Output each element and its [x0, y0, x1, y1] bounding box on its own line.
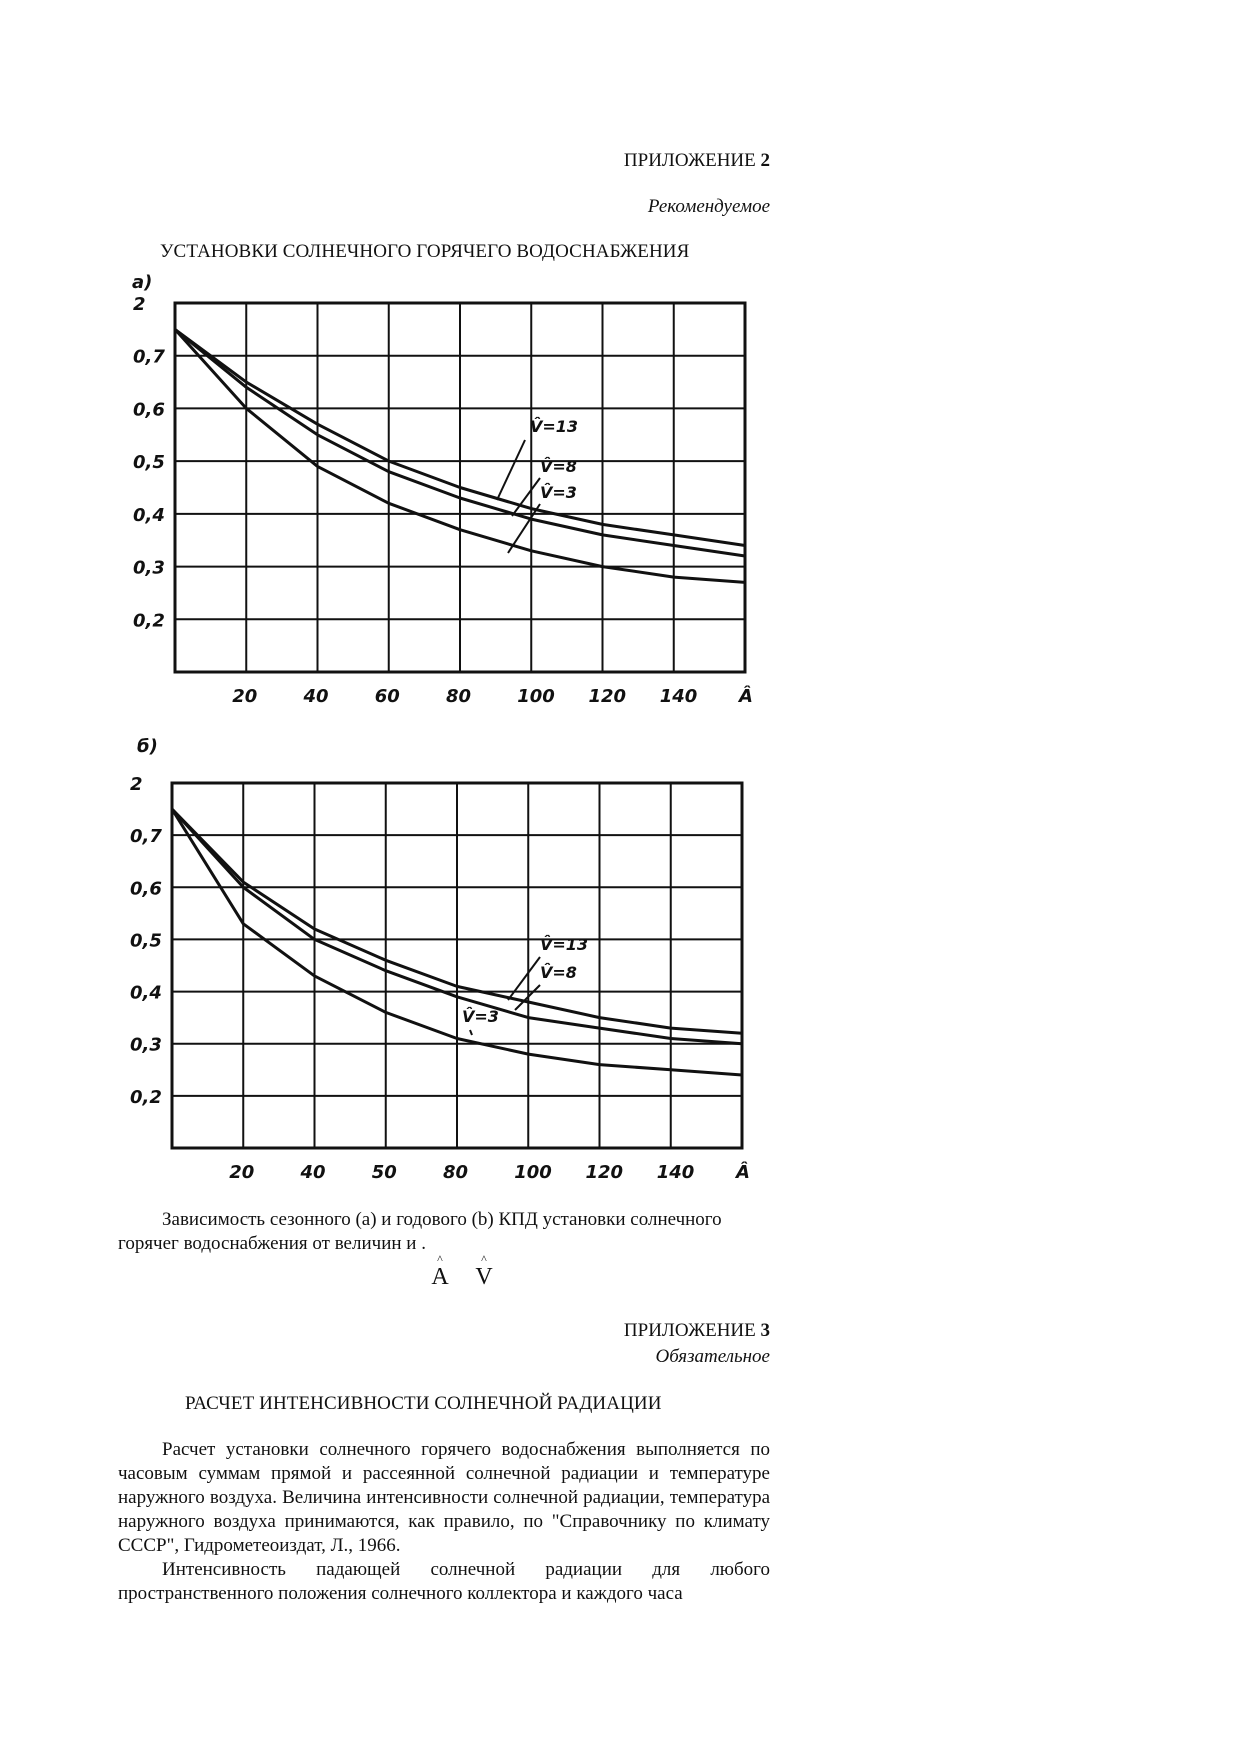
x-tick-label: 50 [371, 1162, 397, 1183]
symbol-a-hat [428, 1254, 452, 1291]
x-tick-label: 20 [232, 686, 258, 707]
series-label: V̂=8 [540, 457, 577, 476]
paragraph-2: Интенсивность падающей солнечной радиации для любого пространственного положения солнечного коллектора и каждого часа [118, 1559, 770, 1604]
x-tick-label: 100 [517, 686, 555, 707]
chart-grid [172, 783, 742, 1148]
y-tick-label: 0,2 [133, 610, 165, 632]
x-tick-label: 80 [446, 686, 472, 707]
x-tick-label: 20 [229, 1162, 255, 1183]
series-label: V̂=13 [530, 417, 579, 436]
x-tick-label: 40 [303, 686, 329, 707]
hat-mark-v: ^ [481, 1252, 487, 1266]
y-tick-label: 0,4 [133, 504, 165, 526]
annex-2-heading [624, 150, 770, 172]
annex-2-label: ПРИЛОЖЕНИЕ [623, 150, 756, 171]
caption-line-1: Зависимость сезонного (а) и годового (b) КПД установки солнечного [162, 1209, 722, 1230]
symbol-v-hat [472, 1254, 496, 1291]
series-label: V̂=8 [540, 963, 577, 982]
caption-line-2: горячег водоснабжения от величин и . [118, 1233, 426, 1254]
x-axis-symbol: Â [736, 1162, 750, 1183]
y-tick-label: 0,6 [130, 878, 162, 900]
x-tick-label: 100 [514, 1162, 552, 1183]
y-tick-label: 0,7 [130, 826, 162, 848]
y-tick-label: 0,2 [130, 1086, 162, 1108]
series-leader-line [508, 504, 540, 553]
annex-2-title: УСТАНОВКИ СОЛНЕЧНОГО ГОРЯЧЕГО ВОДОСНАБЖЕНИЯ [160, 241, 690, 262]
x-tick-label: 140 [656, 1162, 695, 1183]
chart-b [0, 770, 780, 1190]
annex-2-status: Рекомендуемое [647, 196, 770, 217]
x-tick-label: 140 [659, 686, 698, 707]
annex-3-heading [624, 1320, 770, 1342]
x-tick-label: 80 [443, 1162, 469, 1183]
x-tick-label: 60 [374, 686, 400, 707]
series-label: V̂=3 [462, 1007, 499, 1026]
series-label: V̂=13 [540, 935, 589, 954]
y-tick-label: 0,5 [133, 452, 165, 474]
annex-2-number: 2 [760, 150, 770, 171]
annex-3-title: РАСЧЕТ ИНТЕНСИВНОСТИ СОЛНЕЧНОЙ РАДИАЦИИ [185, 1393, 662, 1414]
chart-a [0, 290, 780, 710]
y-tick-label: 2 [130, 774, 143, 795]
symbol-a: A [431, 1264, 449, 1290]
y-tick-label: 0,5 [130, 930, 162, 952]
y-tick-label: 0,4 [130, 982, 162, 1004]
figure-caption [118, 1208, 770, 1256]
annex-3-number: 3 [760, 1320, 770, 1341]
x-tick-label: 120 [588, 686, 627, 707]
annex-3-body [118, 1438, 770, 1606]
series-leader-line [497, 440, 525, 500]
y-tick-label: 2 [133, 294, 146, 315]
x-axis-symbol: Â [739, 686, 753, 707]
x-tick-label: 40 [300, 1162, 326, 1183]
annex-3-status: Обязательное [655, 1346, 770, 1367]
y-tick-label: 0,3 [130, 1034, 162, 1056]
hat-mark-a: ^ [437, 1252, 443, 1266]
chart-a-label: а) [132, 272, 153, 293]
chart-b-label: б) [137, 736, 158, 757]
series-leader-line [470, 1030, 472, 1035]
series-label: V̂=3 [540, 483, 577, 502]
paragraph-1: Расчет установки солнечного горячего водоснабжения выполняется по часовым суммам прямой и рассеянной солнечной радиации и температуре наружного воздуха. Величина интенсивности солнечной радиации, температура наружного воздуха принимаются, как правило, по "Справочнику по климату СССР", Гидрометеоиздат, Л., 1966. [118, 1439, 770, 1556]
x-tick-label: 120 [585, 1162, 624, 1183]
y-tick-label: 0,3 [133, 557, 165, 579]
y-tick-label: 0,7 [133, 346, 165, 368]
y-tick-label: 0,6 [133, 399, 165, 421]
symbol-v: V [475, 1264, 493, 1290]
series-leader-line [508, 957, 540, 1000]
annex-3-label: ПРИЛОЖЕНИЕ [623, 1320, 756, 1341]
